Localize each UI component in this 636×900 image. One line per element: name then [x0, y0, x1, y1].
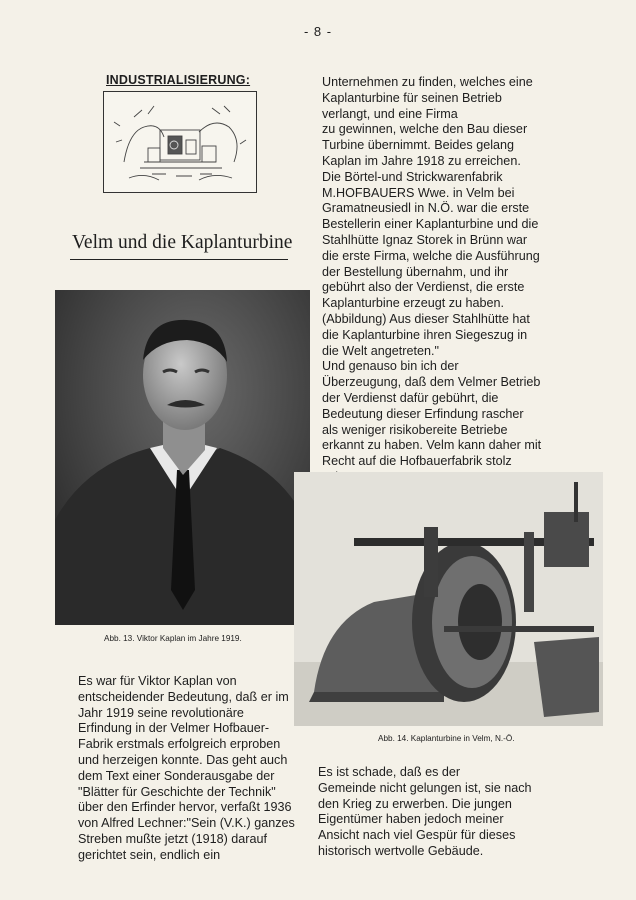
turbine-drawing — [294, 472, 603, 726]
text-line: den Krieg zu erwerben. Die jungen — [318, 796, 512, 811]
text-line: Kaplan im Jahre 1918 zu erreichen. — [322, 153, 521, 168]
text-line: historisch wertvolle Gebäude. — [318, 843, 484, 858]
text-line: von Alfred Lechner:"Sein (V.K.) ganzes — [78, 816, 295, 831]
text-line: Recht auf die Hofbauerfabrik stolz — [322, 454, 512, 469]
text-line: dem Text einer Sonderausgabe der — [78, 768, 275, 783]
right-bottom-text — [318, 765, 532, 860]
page-number: - 8 - — [303, 24, 333, 39]
text-line: als weniger risikobereite Betriebe — [322, 422, 508, 437]
text-line: Bestellerin einer Kaplanturbine und die — [322, 217, 539, 232]
text-line: entscheidender Bedeutung, daß er im — [78, 689, 289, 704]
text-line: Eigentümer haben jedoch meiner — [318, 812, 504, 827]
text-line: Die Börtel-und Strickwarenfabrik — [322, 169, 503, 184]
left-bottom-text — [78, 674, 295, 864]
text-line: Es ist schade, daß es der — [318, 765, 461, 779]
text-line: über den Erfinder hervor, verfaßt 1936 — [78, 800, 292, 815]
industrialization-illustration — [103, 91, 257, 193]
text-line: "Blätter für Geschichte der Technik" — [78, 784, 276, 799]
text-line: M.HOFBAUERS Wwe. in Velm bei — [322, 185, 515, 200]
title-underline — [70, 259, 288, 260]
text-line: die Kaplanturbine ihren Siegeszug in — [322, 327, 528, 342]
text-line: Ansicht nach viel Gespür für dieses — [318, 828, 516, 843]
text-line: gebührt also der Verdienst, die erste — [322, 280, 525, 295]
text-line: Und genauso bin ich der — [322, 359, 459, 374]
portrait-drawing — [55, 290, 310, 625]
section-label: INDUSTRIALISIERUNG: — [106, 73, 251, 87]
text-line: Es war für Viktor Kaplan von — [78, 674, 237, 688]
text-line: Kaplanturbine erzeugt zu haben. — [322, 296, 505, 311]
text-line: Bedeutung dieser Erfindung rascher — [322, 406, 524, 421]
portrait-photo-viktor-kaplan — [55, 290, 310, 625]
text-line: erkannt zu haben. Velm kann daher mit — [322, 438, 542, 453]
text-line: gerichtet sein, endlich ein — [78, 847, 221, 862]
portrait-caption: Abb. 13. Viktor Kaplan im Jahre 1919. — [104, 634, 242, 643]
text-line: Jahr 1919 seine revolutionäre — [78, 705, 244, 720]
text-line: der Verdienst dafür gebührt, die — [322, 390, 499, 405]
text-line: Fabrik erstmals erfolgreich erproben — [78, 737, 281, 752]
text-line: und herzeigen konnte. Das geht auch — [78, 752, 288, 767]
text-line: der Bestellung übernahm, und ihr — [322, 264, 509, 279]
text-line: Überzeugung, daß dem Velmer Betrieb — [322, 375, 541, 390]
text-line: Unternehmen zu finden, welches eine — [322, 75, 533, 89]
illustration-drawing — [104, 92, 256, 192]
text-line: Turbine übernimmt. Beides gelang — [322, 138, 515, 153]
text-line: die Welt angetreten." — [322, 343, 439, 358]
right-column-text — [322, 75, 541, 486]
text-line: Erfindung in der Velmer Hofbauer- — [78, 721, 270, 736]
text-line: (Abbildung) Aus dieser Stahlhütte hat — [322, 311, 530, 326]
text-line: die erste Firma, welche die Ausführung — [322, 248, 540, 263]
text-line: verlangt, und eine Firma — [322, 106, 458, 121]
text-line: zu gewinnen, welche den Bau dieser — [322, 122, 528, 137]
text-line: Gemeinde nicht gelungen ist, sie nach — [318, 780, 532, 795]
article-title: Velm und die Kaplanturbine — [72, 232, 293, 253]
text-line: Streben mußte jetzt (1918) darauf — [78, 831, 268, 846]
turbine-caption: Abb. 14. Kaplanturbine in Velm, N.-Ö. — [378, 734, 515, 743]
text-line: Gramatneusiedl in N.Ö. war die erste — [322, 201, 530, 216]
text-line: Stahlhütte Ignaz Storek in Brünn war — [322, 232, 528, 247]
turbine-photo — [294, 472, 603, 726]
text-line: Kaplanturbine für seinen Betrieb — [322, 90, 502, 105]
